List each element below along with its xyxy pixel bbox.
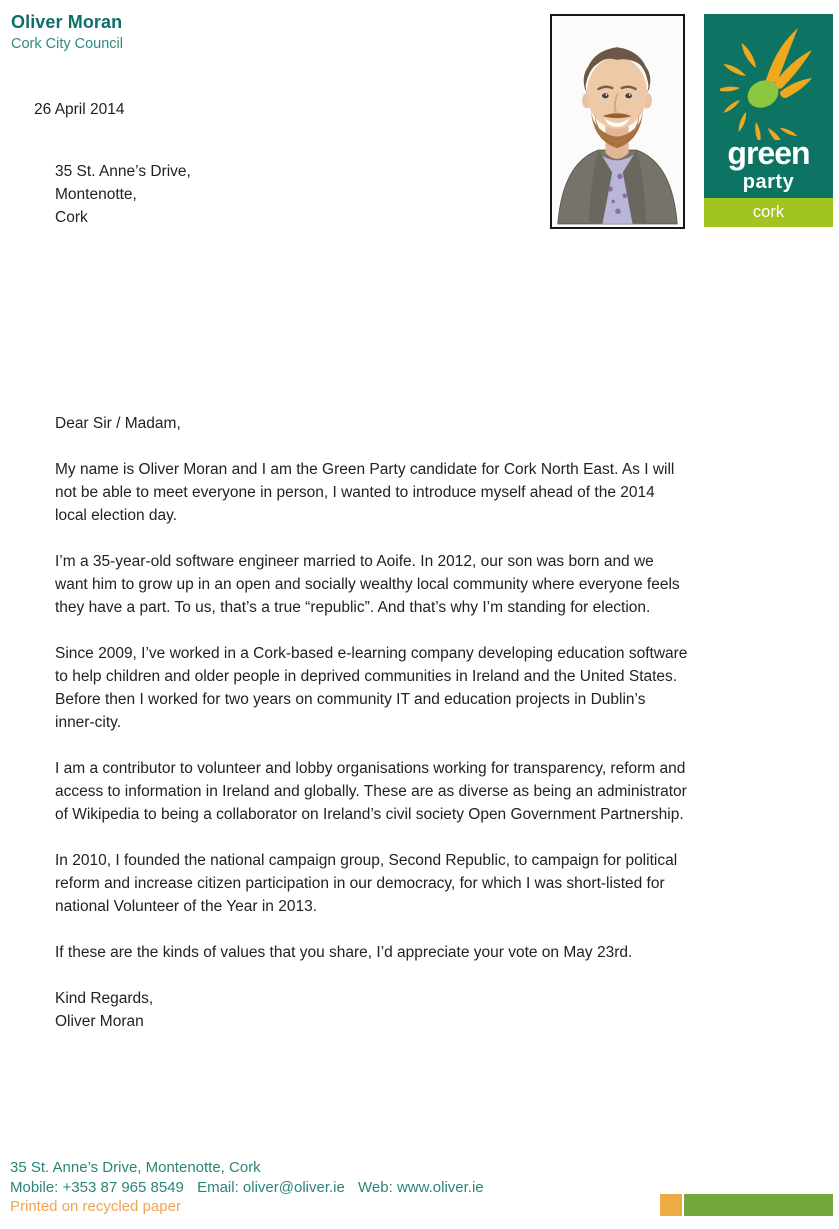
paragraph: My name is Oliver Moran and I am the Green Party candidate for Cork North East. As I will not be able to meet everyone in person, I wanted to introduce myself ahead of the 2014 local election day. [55, 461, 675, 524]
sender-org: Cork City Council [11, 36, 123, 52]
logo-title: green [727, 135, 810, 171]
sender-name: Oliver Moran [11, 12, 123, 32]
green-party-logo [704, 14, 833, 227]
green-bar [684, 1194, 833, 1216]
recycled-paper-note: Printed on recycled paper [10, 1198, 181, 1215]
logo-region-label: cork [752, 203, 785, 221]
portrait-photo [550, 14, 685, 229]
closing-block [55, 987, 689, 1033]
footer-mobile: Mobile: +353 87 965 8549 [10, 1178, 184, 1196]
paragraph: Since 2009, I’ve worked in a Cork-based e-learning company developing education software to help children and older people in deprived communities in Ireland and the United States. Before then I worked for two years on community IT and education projects in Dublin’s inner-city. [55, 645, 688, 731]
signature: Oliver Moran [55, 1013, 144, 1030]
recipient-address [55, 160, 191, 229]
footer [10, 1158, 484, 1217]
logo-region-bar [704, 198, 833, 227]
footer-address: 35 St. Anne’s Drive, Montenotte, Cork [10, 1159, 261, 1176]
logo-subtitle: party [742, 171, 795, 193]
portrait-illustration [552, 16, 683, 227]
paragraph: I am a contributor to volunteer and lobby organisations working for transparency, reform and access to information in Ireland and globally. These are as diverse as being an administrator of Wikipedia to being a collaborator on Ireland’s civil society Open Government Partnership. [55, 760, 687, 823]
letter-date: 26 April 2014 [34, 101, 125, 118]
letter-body [55, 412, 689, 1033]
paragraph: I’m a 35-year-old software engineer married to Aoife. In 2012, our son was born and we want him to grow up in an open and socially wealthy local community where everyone feels they have a part. To us, that’s a true “republic”. And that’s why I’m standing for election. [55, 553, 680, 616]
address-line: Cork [55, 209, 88, 226]
address-line: 35 St. Anne’s Drive, [55, 163, 191, 180]
sunburst-wheat-icon [720, 24, 816, 140]
letterhead [11, 12, 123, 52]
address-line: Montenotte, [55, 186, 137, 203]
salutation: Dear Sir / Madam, [55, 415, 181, 432]
paragraph: In 2010, I founded the national campaign group, Second Republic, to campaign for political reform and increase citizen participation in our democracy, for which I was short-listed for national Volunteer of the Year in 2013. [55, 852, 678, 915]
footer-web: Web: www.oliver.ie [358, 1178, 484, 1196]
closing: Kind Regards, [55, 990, 154, 1007]
footer-email: Email: oliver@oliver.ie [197, 1178, 345, 1196]
paragraph: If these are the kinds of values that you share, I’d appreciate your vote on May 23rd. [55, 944, 633, 961]
orange-square [660, 1194, 682, 1216]
footer-contact [10, 1178, 484, 1198]
